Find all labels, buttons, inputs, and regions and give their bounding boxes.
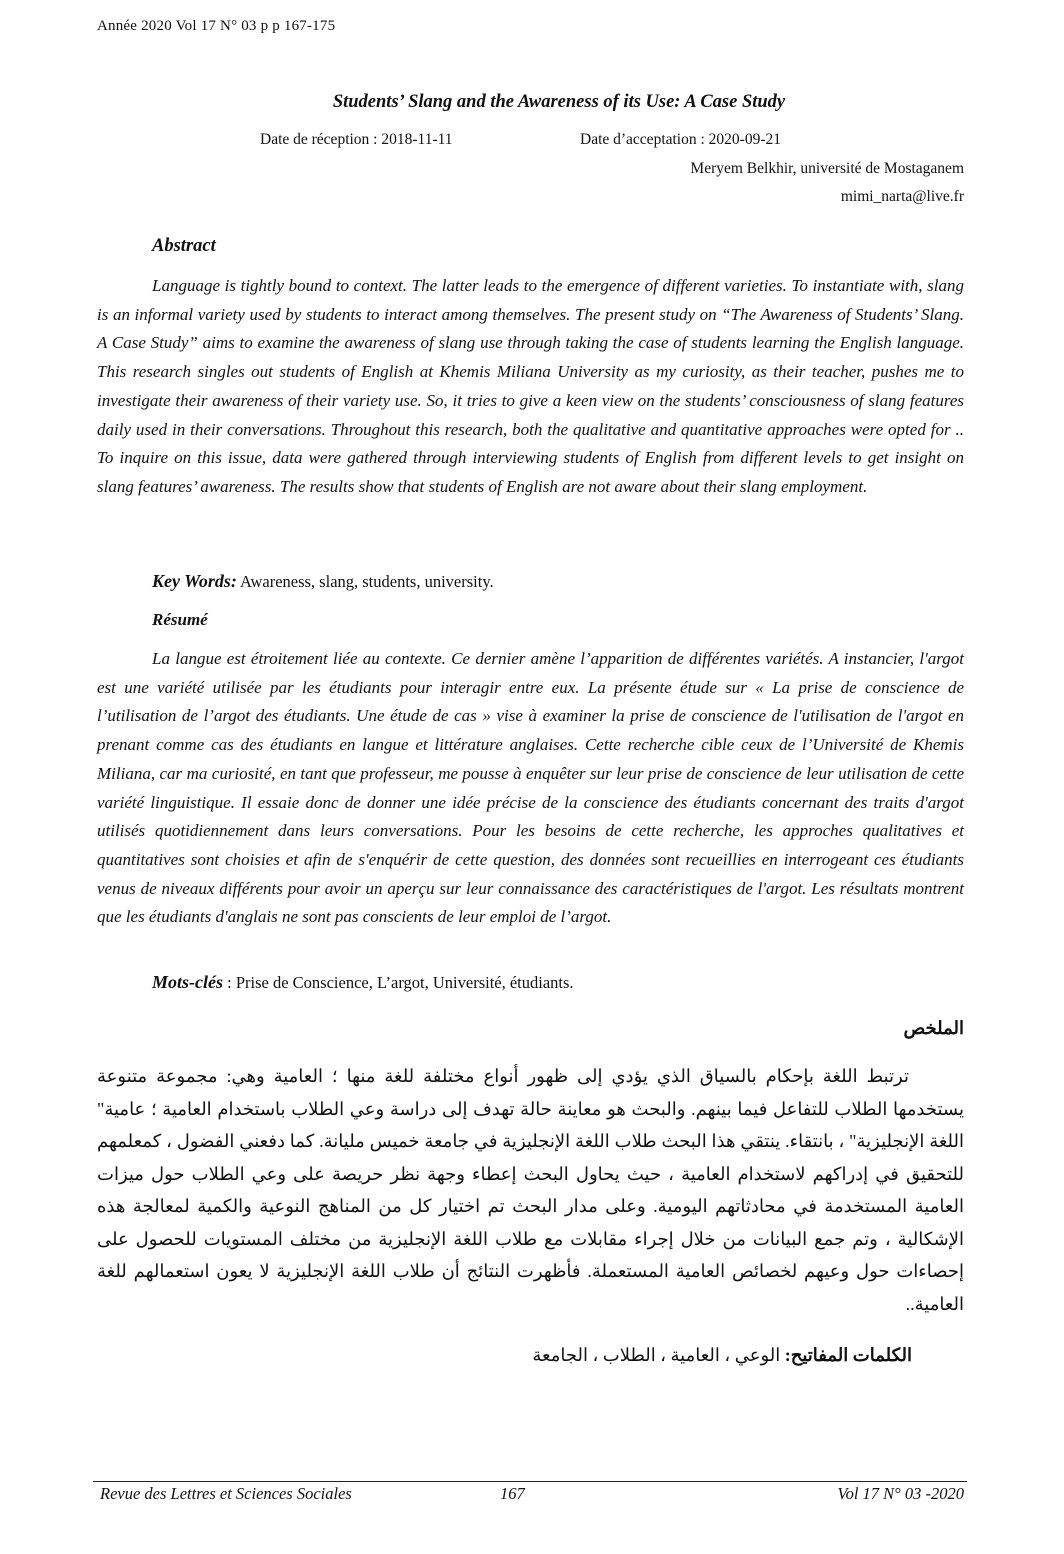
issue-header: Année 2020 Vol 17 N° 03 p p 167-175: [97, 18, 336, 34]
abstract-heading: Abstract: [152, 236, 216, 256]
arabic-keywords-value: الوعي ، العامية ، الطلاب ، الجامعة: [532, 1345, 785, 1365]
author-affiliation: Meryem Belkhir, université de Mostaganem: [690, 160, 964, 177]
english-keywords: [152, 571, 494, 592]
mots-cles-label: Mots-clés: [152, 972, 223, 992]
author-email: mimi_narta@live.fr: [840, 188, 964, 205]
footer-journal-name: Revue des Lettres et Sciences Sociales: [100, 1484, 352, 1503]
article-title: Students’ Slang and the Awareness of its Use: A Case Study: [332, 92, 786, 112]
arabic-keywords-label: الكلمات المفاتيح:: [784, 1345, 912, 1365]
resume-heading: Résumé: [152, 610, 208, 629]
footer-volume: Vol 17 N° 03 -2020: [837, 1484, 964, 1503]
arabic-keywords: [532, 1345, 912, 1366]
date-reception: Date de réception : 2018-11-11: [260, 131, 453, 148]
keywords-value: Awareness, slang, students, university.: [236, 572, 494, 591]
footer-page-number: 167: [500, 1484, 525, 1503]
date-acceptation: Date d’acceptation : 2020-09-21: [580, 131, 781, 148]
footer-divider: [93, 1481, 967, 1482]
french-keywords: [152, 972, 574, 993]
resume-text: La langue est étroitement liée au contexte. Ce dernier amène l’apparition de différentes variétés. A instancier, l'argot est une variété utilisée par les étudiants pour interagir entre eux. La présente étude sur « La prise de conscience de l’utilisation de l’argot des étudiants. Une étude de cas » vise à examiner la prise de conscience de l'utilisation de l'argot en prenant comme cas des étudiants en langue et littérature anglaises. Cette recherche cible ceux de l’Université de Khemis Miliana, car ma curiosité, en tant que professeur, me pousse à enquêter sur leur prise de conscience de leur utilisation de cette variété linguistique. Il essaie donc de donner une idée précise de la conscience des étudiants concernant des traits d'argot utilisés quotidiennement dans leurs conversations. Pour les besoins de cette recherche, les approches qualitatives et quantitatives sont choisies et afin de s'enquérir de cette question, des données sont recueillies en interrogeant ces étudiants venus de niveaux différents pour avoir un aperçu sur leur connaissance des caractéristiques de l'argot. Les résultats montrent que les étudiants d'anglais ne sont pas conscients de leur emploi de l’argot.: [97, 649, 964, 927]
arabic-abstract-heading: الملخص: [903, 1018, 964, 1038]
keywords-label: Key Words:: [152, 571, 237, 591]
mots-cles-value: : Prise de Conscience, L’argot, Université, étudiants.: [223, 973, 574, 992]
abstract-text: Language is tightly bound to context. The latter leads to the emergence of different varieties. To instantiate with, slang is an informal variety used by students to interact among themselves. The present study on “The Awareness of Students’ Slang. A Case Study” aims to examine the awareness of slang use through taking the case of students learning the English language. This research singles out students of English at Khemis Miliana University as my curiosity, as their teacher, pushes me to investigate their awareness of their variety use. So, it tries to give a keen view on the students’ consciousness of slang features daily used in their conversations. Throughout this research, both the qualitative and quantitative approaches were opted for .. To inquire on this issue, data were gathered through interviewing students of English from different levels to get insight on slang features’ awareness. The results show that students of English are not aware about their slang employment.: [97, 276, 964, 496]
arabic-abstract-text: ترتبط اللغة بإحكام بالسياق الذي يؤدي إلى ظهور أنواع مختلفة للغة منها ؛ العامية وهي: مجموعة متنوعة يستخدمها الطلاب للتفاعل فيما بينهم. والبحث هو معاينة حالة تهدف إلى دراسة وعي الطلاب باستخدام العامية ؛ عامية" اللغة الإنجليزية" ، بانتقاء. ينتقي هذا البحث طلاب اللغة الإنجليزية في جامعة خميس مليانة. كما دفعني الفضول ، كمعلمهم للتحقيق في إدراكهم لاستخدام العامية ، حيث يحاول البحث إعطاء وجهة نظر حريصة على وعي الطلاب حول ميزات العامية المستخدمة في محادثاتهم اليومية. وعلى مدار البحث تم اختيار كل من المناهج النوعية والكمية لمعالجة هذه الإشكالية ، وتم جمع البيانات من خلال إجراء مقابلات مع طلاب اللغة الإنجليزية من مختلف المستويات للحصول على إحصاءات حول وعيهم لخصائص العامية المستعملة. فأظهرت النتائج أن طلاب اللغة الإنجليزية لا يعون استعمالهم للغة العامية..: [97, 1066, 964, 1314]
